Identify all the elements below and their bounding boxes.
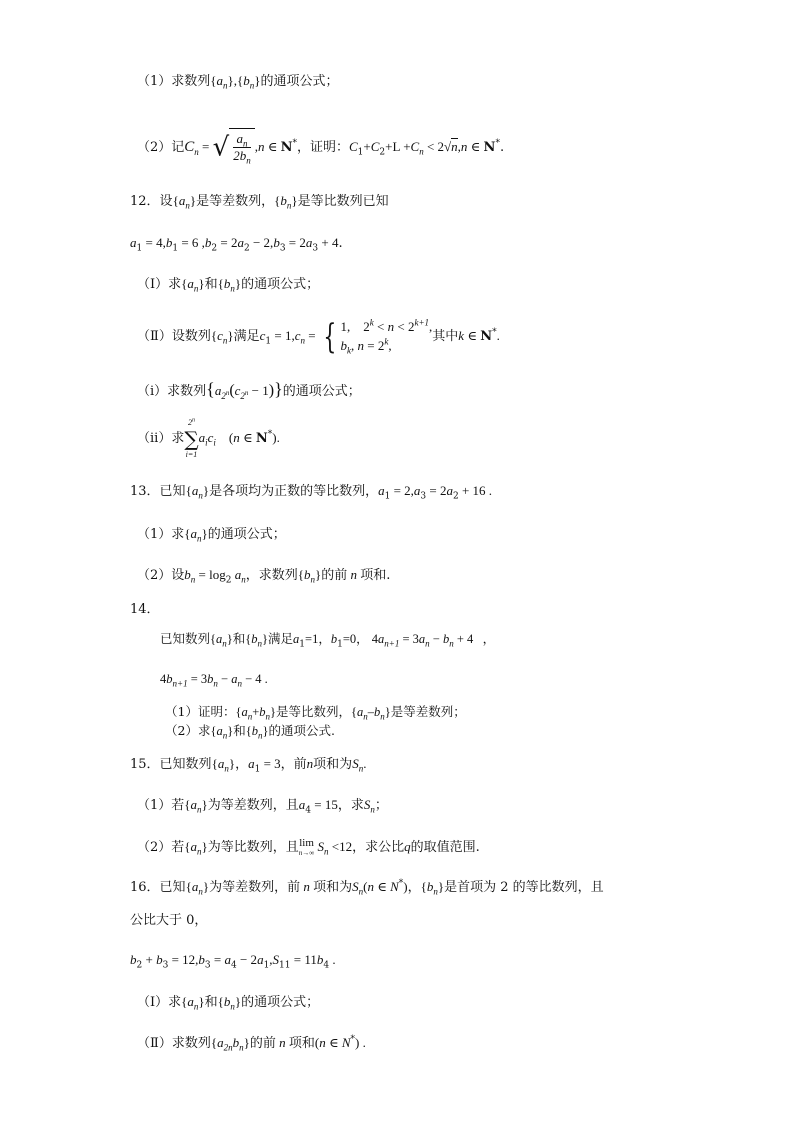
p16-q1: （Ⅰ）求$\{a_n\}$和$\{b_n\}$的通项公式；	[137, 994, 320, 1012]
p16-intro-a: 已知	[159, 880, 186, 895]
p15-q1-end: ；	[374, 798, 388, 813]
p16-q1-and: 和	[204, 995, 218, 1010]
p15-intro-a: 已知数列	[159, 757, 212, 772]
p16-q1-suffix: 的通项公式；	[241, 995, 320, 1010]
p12-part2-where: 其中	[432, 329, 459, 344]
p12-intro-b: 是等差数列，	[196, 194, 275, 209]
p16-number: 16．	[130, 880, 160, 895]
p16-q2: （Ⅱ）求数列$\{a_{2n}b_n\}$的前 n 项和(n ∈ N*) .	[137, 1034, 366, 1053]
p12-number: 12．	[130, 194, 160, 209]
p11-q2-end: .	[499, 140, 505, 155]
p14-and: 和	[232, 631, 246, 646]
p15-intro-d: 项和为	[313, 757, 353, 772]
p15-q2-prefix: （2）若	[137, 840, 185, 855]
p15-q2-mid2: ，求公比	[352, 840, 405, 855]
p14-satisfy: 满足	[268, 631, 294, 646]
p13-q2-end: 项和.	[360, 568, 391, 583]
p12-intro-c: 是等比数列已知	[297, 194, 389, 209]
p15-q1-prefix: （1）若	[137, 798, 185, 813]
p13-number: 13．	[130, 484, 160, 499]
p13-q1-suffix: 的通项公式；	[207, 527, 286, 542]
p12-sub-i-prefix: （i）求数列	[137, 384, 207, 399]
p15-q2-mid: 为等比数列，且	[207, 840, 299, 855]
p13-q1: （1）求$\{a_n\}$的通项公式；	[137, 526, 286, 544]
p15-intro: 15．已知数列$\{a_n\}$，$a_1 = 3$，前n项和为$S_n$.	[130, 756, 367, 775]
p14-eq2: $4b_{n+1} = 3b_n - a_n - 4$ .	[160, 672, 268, 689]
p15-q1-mid: 为等差数列，且	[207, 798, 299, 813]
p14-q2: （2）求$\{a_n\}$和$\{b_n\}$的通项公式.	[165, 723, 335, 741]
p11-q2-prefix: （2）记	[137, 140, 185, 155]
p11-q1-mid: 的通项公式；	[260, 74, 339, 89]
p12-sub-ii: （ii）求 2$^n$ ∑ i=1 $a_ic_i$ (n ∈ N*).	[137, 416, 280, 459]
p13-q2-prefix: （2）设	[137, 568, 185, 583]
p13-intro-a: 已知	[159, 484, 186, 499]
p16-q2-mid2: 项和	[288, 1036, 315, 1051]
p16-line2-text: 公比大于 0，	[130, 913, 208, 928]
p14-q2-prefix: （2）求	[165, 723, 211, 738]
p13-q2: （2）设$b_n = \log_2 a_n$，求数列$\{b_n\}$的前 n 项和.	[137, 567, 391, 586]
p16-intro-e: 是首项为 2 的等比数列，且	[444, 880, 604, 895]
p16-intro-c: 项和为	[313, 880, 353, 895]
p15-number: 15．	[130, 757, 160, 772]
p15-q2-end: 的取值范围.	[410, 840, 480, 855]
p14-q1: （1）证明：$\{a_n+b_n\}$是等比数列，$\{a_n-b_n\}$是等差数列；	[165, 704, 466, 722]
p11-q2-mid: ，证明：	[296, 140, 349, 155]
p14-intro-a: 已知数列	[160, 631, 211, 646]
p12-part1-prefix: （Ⅰ）求	[137, 277, 182, 292]
p12-part2-prefix: （Ⅱ）设数列	[137, 329, 211, 344]
p15-intro-c: ，前	[280, 757, 307, 772]
p14-q2-and: 和	[233, 723, 246, 738]
p14-intro: 已知数列$\{a_n\}$和$\{b_n\}$满足$a_1=1$，$b_1=0$， $4a_{n+1} = 3a_n - b_n + 4$ ，	[160, 631, 496, 650]
p14-q2-b: 的通项公式.	[268, 723, 335, 738]
p12-given: $a_1 = 4,b_1 = 6$ $,b_2 = 2a_2 - 2,b_3 = 2a_3 + 4$.	[130, 235, 343, 254]
p14-q1-b: 是等比数列，	[276, 704, 352, 719]
p13-intro: 13．已知$\{a_n\}$是各项均为正数的等比数列，$a_1 = 2,a_3 = 2a_2 + 16$ .	[130, 483, 493, 502]
p16-intro-d: ，	[407, 880, 421, 895]
p14-q1-prefix: （1）证明：	[165, 704, 236, 719]
p12-part1-suffix: 的通项公式；	[241, 277, 320, 292]
p12-part2-mid: 满足	[233, 329, 260, 344]
p11-q1: （1）求数列$\{a_n\},\{b_n\}$的通项公式；	[137, 73, 339, 91]
p14-number-line	[130, 601, 160, 619]
p12-part1-and: 和	[204, 277, 218, 292]
p12-part1: （Ⅰ）求$\{a_n\}$和$\{b_n\}$的通项公式；	[137, 276, 320, 294]
p12-sub-ii-prefix: （ii）求	[137, 431, 185, 446]
p11-q1-prefix: （1）求数列	[137, 74, 211, 89]
p12-part2: （Ⅱ）设数列$\{c_n\}$满足$c_1 = 1,c_n$ = { 1, $2^k < n < 2^{k+1}$, $b_k$, $n = 2^k$, 其中k ∈ N*.	[137, 316, 500, 357]
p16-given: $b_2 + b_3 = 12,b_3 = a_4 - 2a_1,S_{11} = 11b_4$ .	[130, 952, 336, 971]
p15-q1: （1）若$\{a_n\}$为等差数列，且$a_4 = 15$，求$S_n$；	[137, 797, 388, 816]
p11-q2: （2）记$C_n$ = √ $\frac{a_n}{2b_n}$ ,n ∈ N*，证明：$C_1+C_2+L +C_n < 2√n,n$ ∈ N*.	[137, 128, 504, 167]
p15-intro-b: ，	[235, 757, 249, 772]
p13-q1-prefix: （1）求	[137, 527, 185, 542]
p12-given-suffix: .	[338, 236, 343, 251]
p13-q2-mid: ，求数列	[245, 568, 298, 583]
p15-q2: （2）若$\{a_n\}$为等比数列，且 lim n→∞ $S_n <12$，求公比q的取值范围.	[137, 836, 480, 857]
p16-q2-mid: 的前	[249, 1036, 276, 1051]
p12-sub-i: （i）求数列$\{a_{2^n}(c_{2^n} - 1)\}$的通项公式；	[137, 379, 361, 401]
p16-q1-prefix: （Ⅰ）求	[137, 995, 182, 1010]
p16-intro-b: 为等差数列，前	[209, 880, 301, 895]
p12-sub-i-suffix: 的通项公式；	[282, 384, 361, 399]
p13-intro-b: 是各项均为正数的等比数列，	[209, 484, 379, 499]
p16-line2	[130, 912, 207, 930]
p15-q1-mid2: ，求	[337, 798, 364, 813]
p12-intro: 12．设$\{a_n\}$是等差数列，$\{b_n\}$是等比数列已知	[130, 193, 389, 211]
p16-q2-prefix: （Ⅱ）求数列	[137, 1036, 211, 1051]
p16-intro: 16．已知$\{a_n\}$为等差数列，前 n 项和为$S_n(n$ ∈ N*)，$\{b_n\}$是首项为 2 的等比数列，且	[130, 878, 604, 897]
p14-number: 14．	[130, 602, 160, 617]
p13-q2-suffix: 的前	[321, 568, 348, 583]
p12-intro-a: 设	[159, 194, 173, 209]
p14-q1-c: 是等差数列；	[390, 704, 466, 719]
